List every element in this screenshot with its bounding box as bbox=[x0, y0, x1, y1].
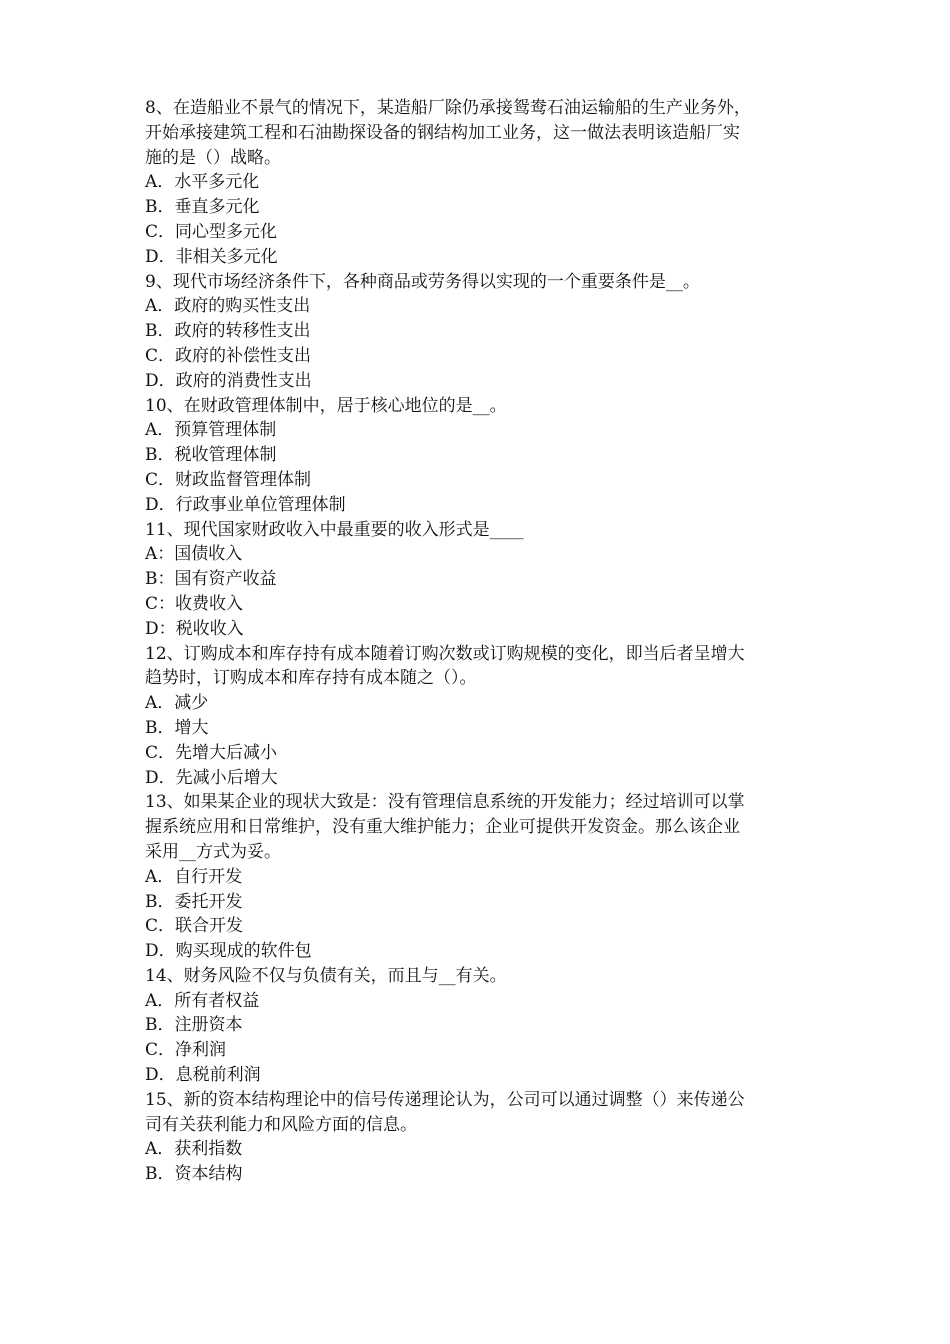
text-line: C．政府的补偿性支出 bbox=[145, 345, 312, 366]
text-line: A：国债收入 bbox=[145, 544, 243, 565]
text-line: A．政府的购买性支出 bbox=[145, 296, 311, 317]
text-line: C．净利润 bbox=[145, 1040, 227, 1061]
text-line: 采用__方式为妥。 bbox=[145, 841, 281, 862]
text-line: C．财政监督管理体制 bbox=[145, 469, 312, 490]
text-line: D．政府的消费性支出 bbox=[145, 370, 312, 391]
text-line: 8、在造船业不景气的情况下，某造船厂除仍承接鸳鸯石油运输船的生产业务外， bbox=[145, 98, 751, 118]
text-line: 握系统应用和日常维护，没有重大维护能力；企业可提供开发资金。那么该企业 bbox=[145, 817, 740, 838]
text-line: A．减少 bbox=[145, 693, 209, 714]
text-line: A．自行开发 bbox=[145, 866, 243, 887]
text-line: B：国有资产收益 bbox=[145, 569, 277, 590]
text-line: C．联合开发 bbox=[145, 916, 244, 937]
text-line: B．垂直多元化 bbox=[145, 197, 260, 218]
text-line: D．先减小后增大 bbox=[145, 767, 278, 788]
text-line: B．政府的转移性支出 bbox=[145, 321, 311, 342]
text-line: 司有关获利能力和风险方面的信息。 bbox=[145, 1114, 417, 1135]
text-line: 趋势时，订购成本和库存持有成本随之（）。 bbox=[145, 668, 477, 689]
text-line: B．委托开发 bbox=[145, 891, 243, 912]
text-line: 15、新的资本结构理论中的信号传递理论认为，公司可以通过调整（）来传递公 bbox=[145, 1089, 745, 1110]
text-line: C：收费收入 bbox=[145, 593, 244, 614]
text-line: 12、订购成本和库存持有成本随着订购次数或订购规模的变化，即当后者呈增大 bbox=[145, 643, 745, 664]
text-line: C．先增大后减小 bbox=[145, 742, 278, 763]
text-line: D．非相关多元化 bbox=[145, 246, 278, 267]
text-line: A．所有者权益 bbox=[145, 990, 260, 1011]
text-line: A．获利指数 bbox=[145, 1139, 243, 1160]
text-line: 9、现代市场经济条件下，各种商品或劳务得以实现的一个重要条件是__。 bbox=[145, 271, 700, 292]
text-line: 10、在财政管理体制中，居于核心地位的是__。 bbox=[145, 395, 507, 416]
text-line: A．水平多元化 bbox=[145, 172, 260, 193]
text-line: C．同心型多元化 bbox=[145, 221, 278, 242]
text-line: D．购买现成的软件包 bbox=[145, 941, 312, 962]
text-line: 11、现代国家财政收入中最重要的收入形式是____ bbox=[145, 519, 524, 540]
text-line: D．息税前利润 bbox=[145, 1065, 261, 1086]
text-line: B．注册资本 bbox=[145, 1015, 243, 1036]
text-line: 开始承接建筑工程和石油勘探设备的钢结构加工业务，这一做法表明该造船厂实 bbox=[145, 122, 740, 143]
document-body bbox=[145, 96, 815, 1187]
text-line: B．税收管理体制 bbox=[145, 445, 277, 466]
text-line: B．资本结构 bbox=[145, 1164, 243, 1185]
text-line: 14、财务风险不仅与负债有关，而且与__有关。 bbox=[145, 965, 507, 986]
text-line: A．预算管理体制 bbox=[145, 420, 277, 441]
text-line: 施的是（）战略。 bbox=[145, 147, 281, 168]
text-line: 13、如果某企业的现状大致是：没有管理信息系统的开发能力；经过培训可以掌 bbox=[145, 792, 745, 813]
text-line: D．行政事业单位管理体制 bbox=[145, 494, 346, 515]
text-line: B．增大 bbox=[145, 717, 209, 738]
text-line: D：税收收入 bbox=[145, 618, 244, 639]
